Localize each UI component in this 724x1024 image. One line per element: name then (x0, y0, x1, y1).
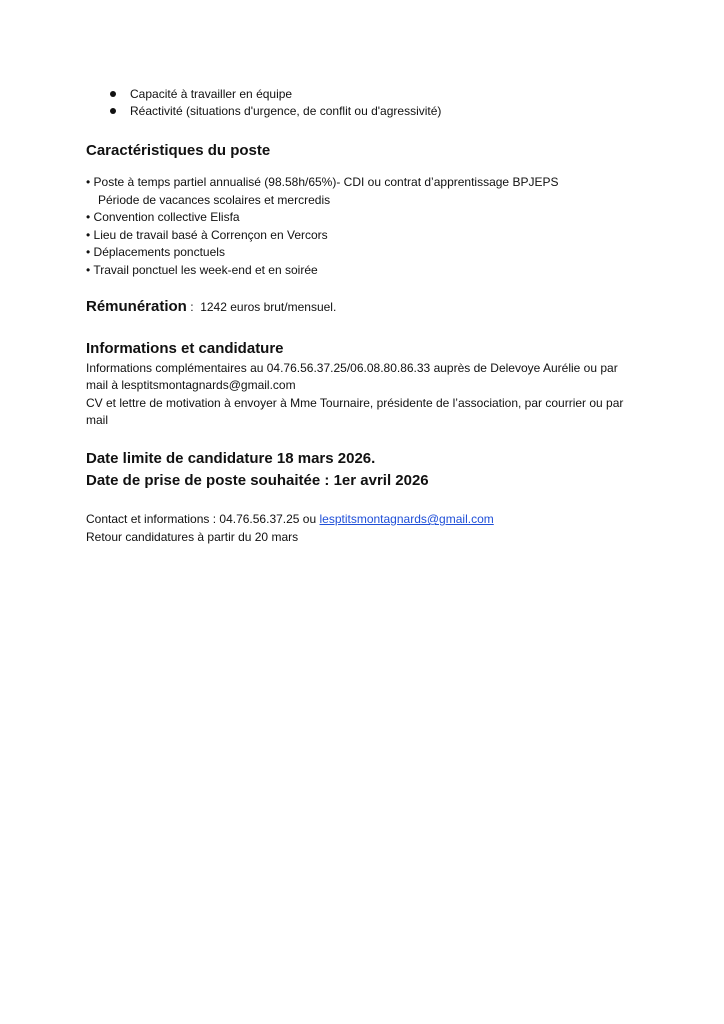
candidature-paragraph: CV et lettre de motivation à envoyer à Mme Tournaire, présidente de l’association, par courrier ou par mail (86, 396, 624, 427)
deadline-title: Date limite de candidature 18 mars 2026. (86, 450, 376, 467)
start-date-title: Date de prise de poste souhaitée : 1er avril 2026 (86, 472, 429, 489)
skills-list (104, 86, 441, 120)
email-link[interactable]: lesptitsmontagnards@gmail.com (319, 512, 494, 526)
remuneration-value: 1242 euros brut/mensuel. (200, 300, 337, 314)
list-item: Période de vacances scolaires et mercredis (98, 192, 331, 207)
retour-line: Retour candidatures à partir du 20 mars (86, 530, 299, 544)
informations-heading: Informations et candidature (86, 340, 284, 357)
contact-prefix: Contact et informations : 04.76.56.37.25 ou (86, 512, 320, 526)
list-item: • Convention collective Elisfa (86, 210, 240, 224)
caracteristiques-list (86, 174, 558, 279)
contact-block (86, 510, 494, 546)
skill-text: Réactivité (situations d'urgence, de conflit ou d'agressivité) (130, 104, 442, 118)
list-item: • Poste à temps partiel annualisé (98.58h/65%)- CDI ou contrat d’apprentissage BPJEPS (86, 175, 559, 189)
list-item: • Lieu de travail basé à Corrençon en Vercors (86, 227, 328, 242)
remuneration-label: Rémunération (86, 298, 187, 315)
bullet-icon (110, 91, 116, 97)
list-item (104, 86, 441, 103)
informations-paragraph: Informations complémentaires au 04.76.56.37.25/06.08.80.86.33 auprès de Delevoye Aurélie ou par mail à lesptitsmontagnards@gmail.com (86, 361, 618, 392)
contact-line (86, 510, 494, 528)
skill-text: Capacité à travailler en équipe (130, 87, 293, 101)
caracteristiques-heading: Caractéristiques du poste (86, 142, 271, 159)
bullet-icon (110, 108, 116, 114)
remuneration-line (86, 298, 336, 316)
remuneration-separator: : (186, 300, 201, 314)
list-item (104, 103, 441, 120)
list-item: • Travail ponctuel les week-end et en soirée (86, 262, 318, 277)
list-item: • Déplacements ponctuels (86, 245, 225, 259)
